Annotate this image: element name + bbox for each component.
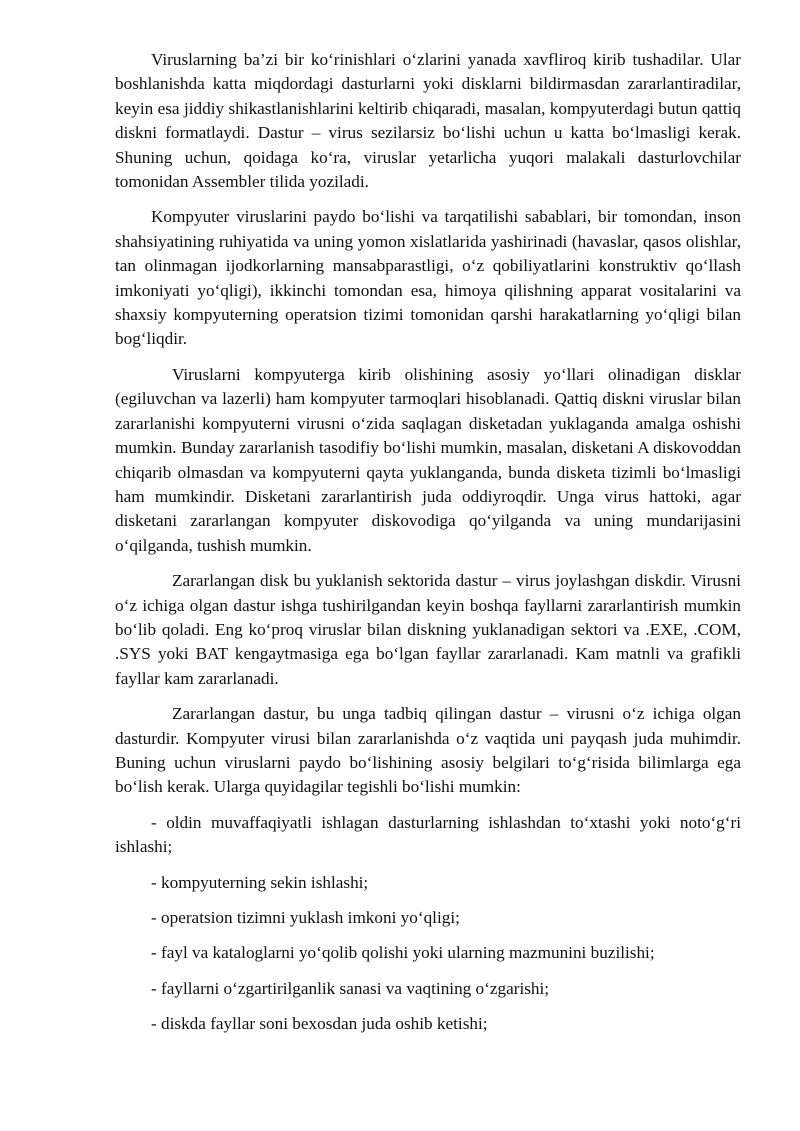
list-item: - oldin muvaffaqiyatli ishlagan dasturlarning ishlashdan to‘xtashi yoki noto‘g‘ri ishlashi; xyxy=(115,812,741,857)
document-page xyxy=(115,48,741,1048)
symptom-list xyxy=(115,811,741,1037)
paragraph: Viruslarning ba’zi bir ko‘rinishlari o‘zlarini yanada xavfliroq kirib tushadilar. Ular boshlanishda katta miqdordagi dasturlarni yoki disklarni bildirmasdan zararlantiradilar, keyin esa jiddiy shikastlanishlarini keltirib chiqaradi, masalan, kompyuterdagi butun qattiq diskni formatlaydi. Dastur – virus sezilarsiz bo‘lishi uchun u katta bo‘lmasligi kerak. Shuning uchun, qoidaga ko‘ra, viruslar yetarlicha yuqori malakali dasturlovchilar tomonidan Assembler tilida yoziladi. xyxy=(115,50,741,192)
list-item: - fayllarni o‘zgartirilganlik sanasi va vaqtining o‘zgarishi; xyxy=(151,978,550,998)
list-item: - operatsion tizimni yuklash imkoni yo‘qligi; xyxy=(151,908,460,927)
paragraph: Zararlangan disk bu yuklanish sektorida dastur – virus joylashgan diskdir. Virusni o‘z ichiga olgan dastur ishga tushirilgandan keyin boshqa fayllarni zararlantirish mumkin bo‘lib qoladi. Eng ko‘proq viruslar bilan diskning yuklanadigan sektori va .EXE, .COM, .SYS yoki BAT kengaytmasiga ega bo‘lgan fayllar zararlanadi. Kam matnli va grafikli fayllar kam zararlanadi. xyxy=(115,571,741,688)
paragraph: Kompyuter viruslarini paydo bo‘lishi va tarqatilishi sabablari, bir tomondan, inson shahsiyatining ruhiyatida va uning yomon xislatlarida yashirinadi (havaslar, qasos olishlar, tan olinmagan ijodkorlarning mansabparastligi, o‘z qobiliyatlarini konstruktiv qo‘llash imkoniyati yo‘qligi), ikkinchi tomondan esa, himoya qilishning apparat vositalarini va shaxsiy kompyuterning operatsion tizimi tomonidan qarshi harakatlarning yo‘qligi bilan bog‘liqdir. xyxy=(115,207,741,349)
list-item: - kompyuterning sekin ishlashi; xyxy=(151,872,369,892)
paragraph: Viruslarni kompyuterga kirib olishining asosiy yo‘llari olinadigan disklar (egiluvchan va lazerli) ham kompyuter tarmoqlari hisoblanadi. Qattiq diskni viruslar bilan zararlanishi kompyuterni virusni o‘zida saqlagan disketadan yuklaganda amalga oshishi mumkin. Bunday zararlanish tasodifiy bo‘lishi mumkin, masalan, disketani A diskovoddan chiqarib olmasdan va kompyuterni qayta yuklanganda, bunda disketa tizimli bo‘lmasligi ham mumkindir. Disketani zararlantirish juda oddiyroqdir. Unga virus hattoki, agar disketani zararlangan kompyuter diskovodiga qo‘yilganda va uning mundarijasini o‘qilganda, tushish mumkin. xyxy=(115,364,741,555)
list-item: - fayl va kataloglarni yo‘qolib qolishi yoki ularning mazmunini buzilishi; xyxy=(151,943,655,963)
list-item: - diskda fayllar soni bexosdan juda oshib ketishi; xyxy=(151,1014,488,1034)
paragraph: Zararlangan dastur, bu unga tadbiq qilingan dastur – virusni o‘z ichiga olgan dasturdir. Kompyuter virusi bilan zararlanishda o‘z vaqtida uni payqash juda muhimdir. Buning uchun viruslarni paydo bo‘lishining asosiy belgilari to‘g‘risida bilimlarga ega bo‘lish kerak. Ularga quyidagilar tegishli bo‘lishi mumkin: xyxy=(115,704,741,797)
